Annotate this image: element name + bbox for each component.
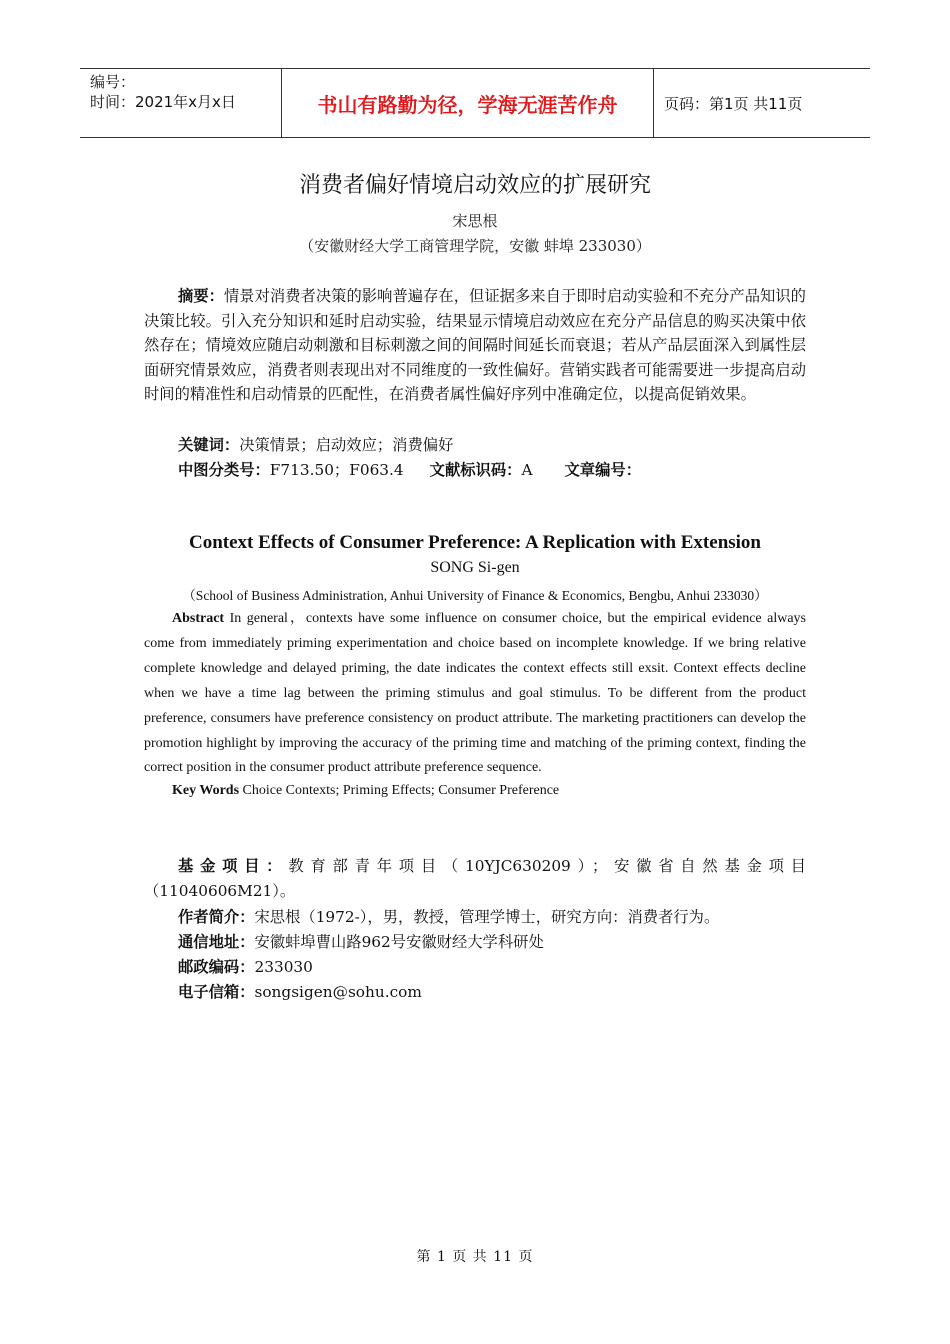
clc-value: F713.50；F063.4 [269, 461, 404, 479]
keywords-en-text: Choice Contexts; Priming Effects; Consumer Preference [239, 783, 560, 798]
abstract-cn [144, 284, 806, 407]
abstract-cn-text: 情景对消费者决策的影响普遍存在，但证据多来自于即时启动实验和不充分产品知识的决策比较。引入充分知识和延时启动实验，结果显示情境启动效应在充分产品信息的购买决策中依然存在；情境效应随启动刺激和目标刺激之间的间隔时间延长而衰退；若从产品层面深入到属性层面研究情景效应，消费者则表现出对不同维度的一致性偏好。营销实践者可能需要进一步提高启动时间的精准性和启动情景的匹配性，在消费者属性偏好序列中准确定位，以提高促销效果。 [144, 287, 806, 403]
author-bio [178, 905, 719, 927]
address [178, 930, 544, 952]
affiliation-en: （School of Business Administration, Anhui University of Finance & Economics, Bengbu, Anhui 233030） [182, 588, 768, 603]
keywords-cn-label: 关键词： [178, 436, 240, 454]
address-text: 安徽蚌埠曹山路962号安徽财经大学科研处 [254, 933, 544, 951]
affiliation-cn: （安徽财经大学工商管理学院，安徽 蚌埠 233030） [299, 237, 651, 255]
classification-cn [178, 458, 641, 480]
fund-text: 教育部青年项目（10YJC630209）；安徽省自然基金项目 [288, 857, 806, 875]
abstract-en [144, 607, 806, 781]
article-number-label: 文章编号： [564, 461, 641, 479]
email [178, 980, 422, 1002]
abstract-en-label: Abstract [172, 611, 225, 626]
keywords-cn-text: 决策情景；启动效应；消费偏好 [239, 436, 454, 454]
title-cn: 消费者偏好情境启动效应的扩展研究 [298, 173, 651, 198]
email-text: songsigen@sohu.com [254, 983, 422, 1001]
postcode [178, 955, 313, 977]
number-label: 编号： [90, 73, 136, 91]
title-en: Context Effects of Consumer Preference: A Replication with Extension [188, 532, 762, 553]
abstract-en-text: In general，contexts have some influence on consumer choice, but the empirical evidence always come from immediately priming experimentation and choice based on incomplete knowledge. If we bring relative complete knowledge and delayed priming, the date indicates the context effects still exsit. Context effects decline when we have a time lag between the priming stimulus and goal stimulus. To be different from the product preference, consumers have preference consistency on product attribute. The marketing practitioners can develop the promotion highlight by improving the accuracy of the priming time and matching of the priming context, finding the correct position in the consumer product attribute preference sequence. [144, 611, 806, 776]
doc-code-label: 文献标识码： [429, 461, 522, 479]
author-en: SONG Si-gen [430, 559, 520, 576]
keywords-en [172, 783, 559, 799]
fund-line [144, 854, 806, 879]
clc-label: 中图分类号： [178, 461, 270, 479]
author-bio-label: 作者简介： [178, 908, 255, 926]
keywords-en-label: Key Words [172, 783, 240, 798]
author-bio-text: 宋思根（1972-），男，教授，管理学博士，研究方向：消费者行为。 [254, 908, 720, 926]
header-table [80, 68, 870, 138]
abstract-cn-label: 摘要： [178, 287, 224, 305]
postcode-label: 邮政编码： [178, 958, 255, 976]
email-label: 电子信箱： [178, 983, 255, 1001]
postcode-text: 233030 [254, 958, 313, 976]
fund-line-2: （11040606M21）。 [144, 882, 296, 900]
address-label: 通信地址： [178, 933, 255, 951]
fund-label: 基金项目： [178, 857, 289, 875]
page-footer: 第 1 页 共 11 页 [416, 1249, 534, 1265]
header-page-info: 页码：第1页 共11页 [664, 94, 803, 113]
header-meta [80, 69, 281, 137]
doc-code-value: A [521, 461, 533, 479]
author-cn: 宋思根 [452, 212, 498, 230]
keywords-cn [178, 433, 453, 455]
header-motto: 书山有路勤为径，学海无涯苦作舟 [281, 69, 654, 137]
time-label: 时间：2021年x月x日 [90, 93, 236, 111]
